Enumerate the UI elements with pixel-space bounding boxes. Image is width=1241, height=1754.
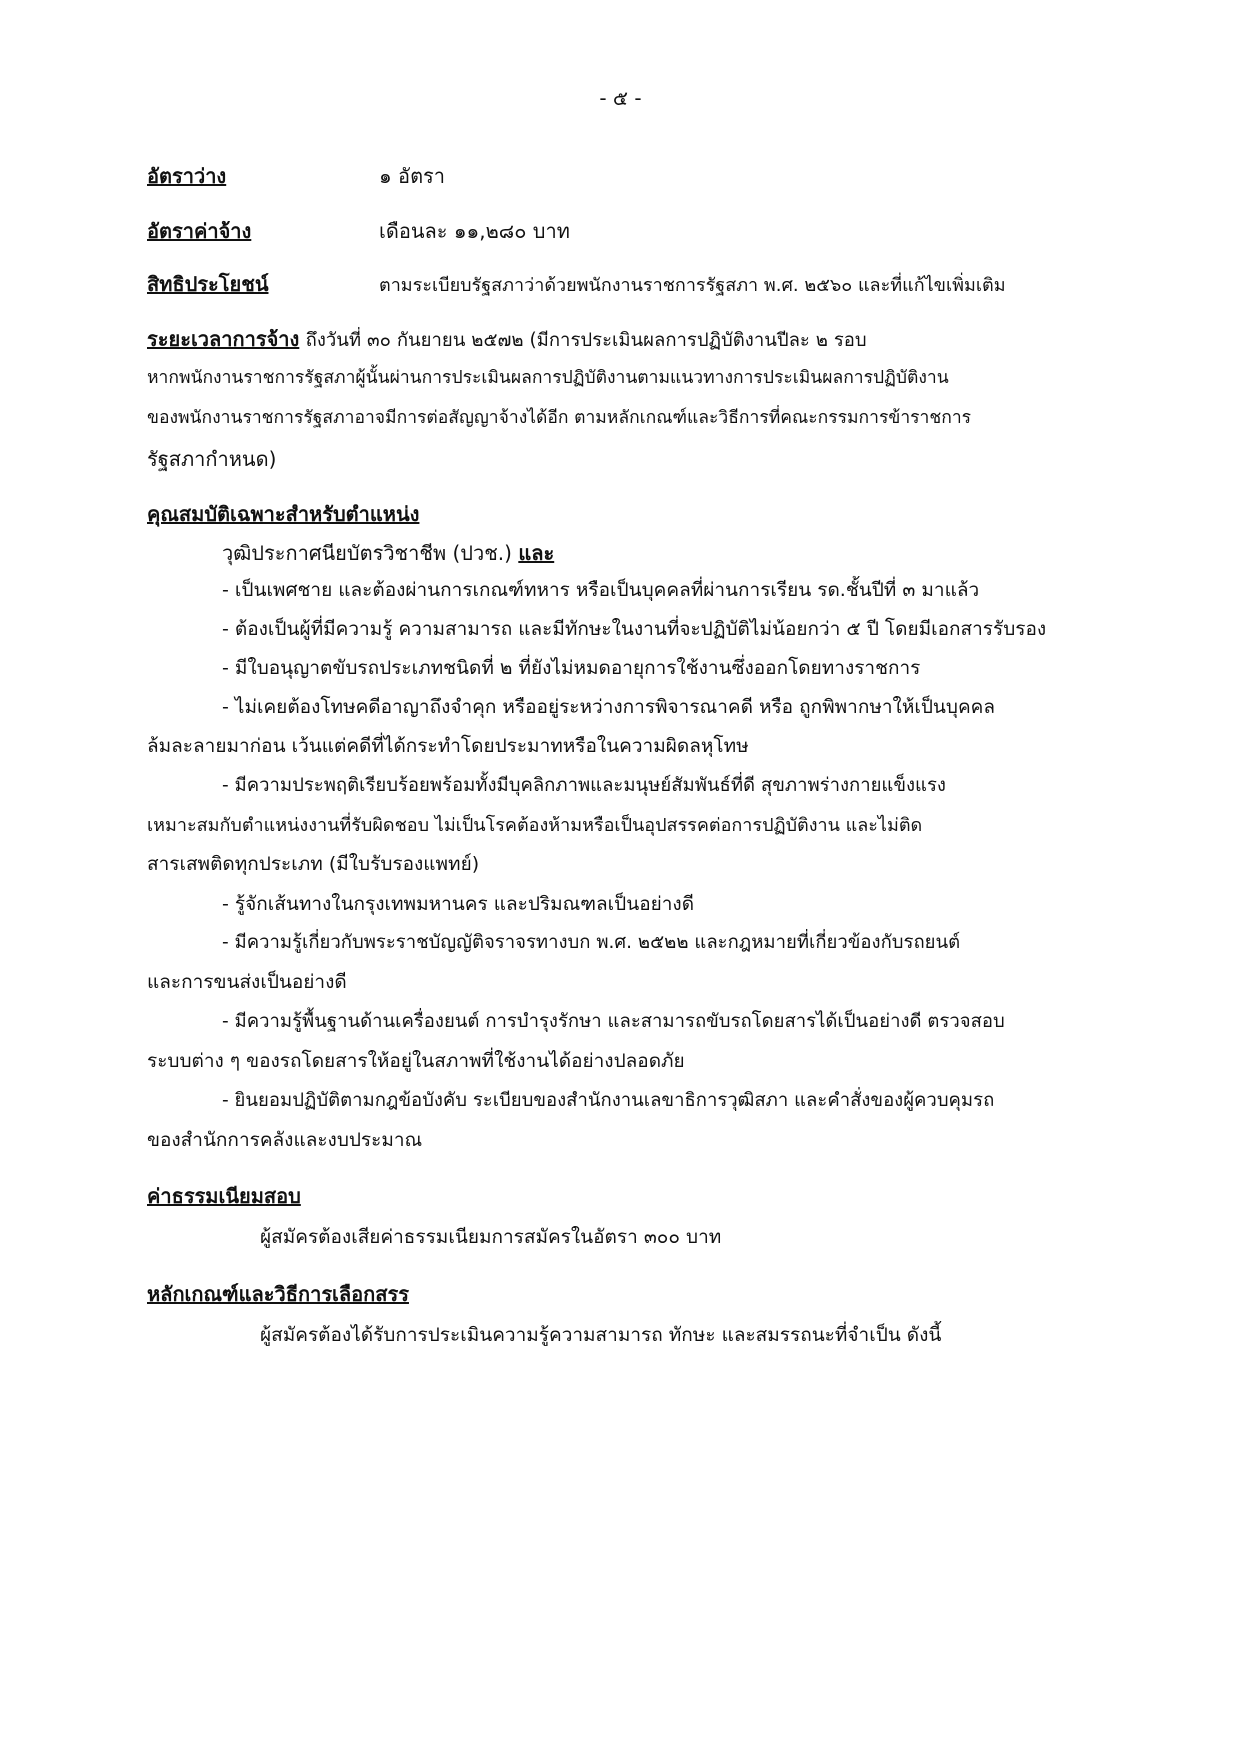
- qualifications-heading: คุณสมบัติเฉพาะสำหรับตำแหน่ง: [147, 502, 420, 526]
- qualification-item-8: - มีความรู้พื้นฐานด้านเครื่องยนต์ การบำรุงรักษา และสามารถขับรถโดยสารได้เป็นอย่างดี ตรวจสอบ: [222, 1011, 1005, 1032]
- wage-row: [147, 215, 570, 247]
- exam-fee-text: ผู้สมัครต้องเสียค่าธรรมเนียมการสมัครในอัตรา ๓๐๐ บาท: [260, 1226, 722, 1248]
- qualification-item-9-cont: ของสำนักการคลังและงบประมาณ: [147, 1129, 423, 1151]
- employment-period-line-3: ของพนักงานราชการรัฐสภาอาจมีการต่อสัญญาจ้างได้อีก ตามหลักเกณฑ์และวิธีการที่คณะกรรมการข้าราชการ: [147, 408, 972, 428]
- benefits-row: [147, 268, 1006, 300]
- page-number: - ๕ -: [599, 86, 642, 110]
- wage-value: เดือนละ ๑๑,๒๘๐ บาท: [379, 219, 570, 243]
- qualification-item-8-cont: ระบบต่าง ๆ ของรถโดยสารให้อยู่ในสภาพที่ใช้งานได้อย่างปลอดภัย: [147, 1050, 685, 1072]
- employment-period-text: ถึงวันที่ ๓๐ กันยายน ๒๕๗๒ (มีการประเมินผลการปฏิบัติงานปีละ ๒ รอบ: [305, 330, 867, 351]
- qualification-item-3: - มีใบอนุญาตขับรถประเภทชนิดที่ ๒ ที่ยังไม่หมดอายุการใช้งานซึ่งออกโดยทางราชการ: [222, 657, 921, 679]
- qualification-item-6: - รู้จักเส้นทางในกรุงเทพมหานคร และปริมณฑลเป็นอย่างดี: [222, 893, 695, 915]
- employment-period-label: ระยะเวลาการจ้าง: [147, 327, 300, 351]
- employment-period-line-4: รัฐสภากำหนด): [147, 447, 277, 471]
- qualification-item-9: - ยินยอมปฏิบัติตามกฎข้อบังคับ ระเบียบของสำนักงานเลขาธิการวุฒิสภา และคำสั่งของผู้ควบคุมรถ: [222, 1090, 995, 1111]
- qualification-item-4: - ไม่เคยต้องโทษคดีอาญาถึงจำคุก หรืออยู่ระหว่างการพิจารณาคดี หรือ ถูกพิพากษาให้เป็นบุคคล: [222, 696, 996, 718]
- qualification-item-1: - เป็นเพศชาย และต้องผ่านการเกณฑ์ทหาร หรือเป็นบุคคลที่ผ่านการเรียน รด.ชั้นปีที่ ๓ มาแล้ว: [222, 579, 980, 601]
- vacancies-row: [147, 160, 445, 192]
- exam-fee-heading: ค่าธรรมเนียมสอบ: [147, 1184, 301, 1208]
- education-text: วุฒิประกาศนียบัตรวิชาชีพ (ปวช.): [222, 541, 519, 565]
- qualification-item-5-cont-1: เหมาะสมกับตำแหน่งงานที่รับผิดชอบ ไม่เป็นโรคต้องห้ามหรือเป็นอุปสรรคต่อการปฏิบัติงาน และไม่ติด: [147, 815, 923, 836]
- qualification-item-5-cont-2: สารเสพติดทุกประเภท (มีใบรับรองแพทย์): [147, 853, 480, 875]
- qualification-item-2: - ต้องเป็นผู้ที่มีความรู้ ความสามารถ และมีทักษะในงานที่จะปฏิบัติไม่น้อยกว่า ๕ ปี โดยมีเอกสารรับรอง: [222, 618, 1047, 640]
- benefits-label: สิทธิประโยชน์: [147, 272, 269, 296]
- selection-heading: หลักเกณฑ์และวิธีการเลือกสรร: [147, 1282, 409, 1306]
- qualification-item-7: - มีความรู้เกี่ยวกับพระราชบัญญัติจราจรทางบก พ.ศ. ๒๕๒๒ และกฎหมายที่เกี่ยวข้องกับรถยนต์: [222, 932, 961, 953]
- selection-text: ผู้สมัครต้องได้รับการประเมินความรู้ความสามารถ ทักษะ และสมรรถนะที่จำเป็น ดังนี้: [260, 1324, 942, 1346]
- employment-period-line-2: หากพนักงานราชการรัฐสภาผู้นั้นผ่านการประเมินผลการปฏิบัติงานตามแนวทางการประเมินผลการปฏิบัติงาน: [147, 368, 949, 388]
- benefits-value: ตามระเบียบรัฐสภาว่าด้วยพนักงานราชการรัฐสภา พ.ศ. ๒๕๖๐ และที่แก้ไขเพิ่มเติม: [379, 275, 1006, 296]
- qualification-item-4-cont: ล้มละลายมาก่อน เว้นแต่คดีที่ได้กระทำโดยประมาทหรือในความผิดลหุโทษ: [147, 735, 749, 757]
- qualification-item-7-cont: และการขนส่งเป็นอย่างดี: [147, 971, 347, 993]
- qualification-item-5: - มีความประพฤติเรียบร้อยพร้อมทั้งมีบุคลิกภาพและมนุษย์สัมพันธ์ที่ดี สุขภาพร่างกายแข็งแรง: [222, 775, 946, 796]
- wage-label: อัตราค่าจ้าง: [147, 219, 252, 243]
- vacancies-label: อัตราว่าง: [147, 164, 227, 188]
- education-and: และ: [518, 541, 555, 565]
- vacancies-value: ๑ อัตรา: [379, 164, 446, 188]
- employment-period-line-1: [147, 323, 867, 355]
- qualification-education: [222, 537, 554, 569]
